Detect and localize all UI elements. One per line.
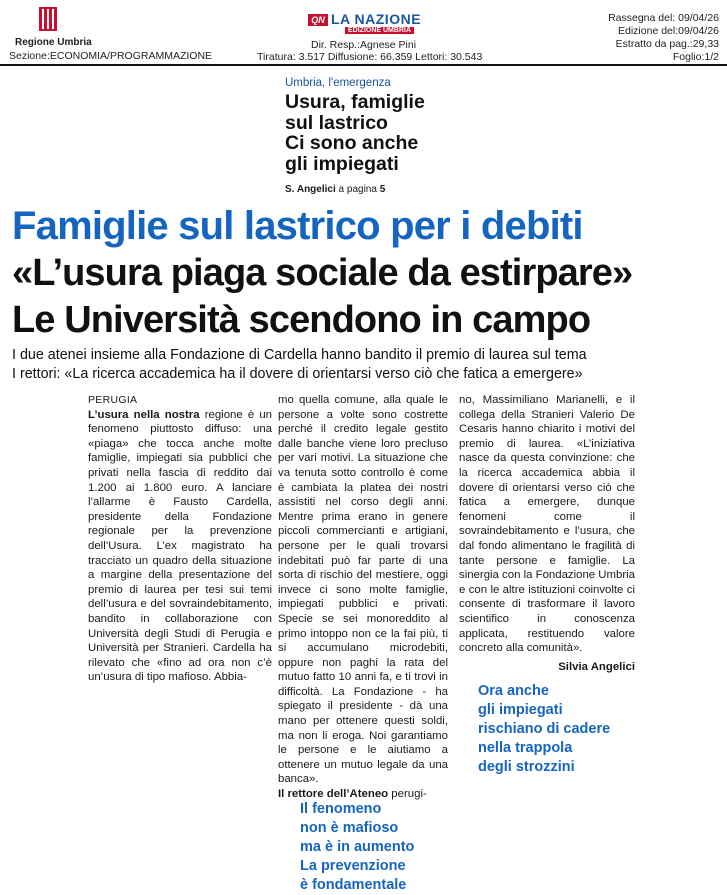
qn-logo: QN	[308, 14, 328, 26]
pull-quote-line: Ora anche	[478, 683, 549, 699]
pull-quote-line: ma è in aumento	[300, 839, 415, 855]
article-column-3	[459, 393, 635, 674]
teaser-page-text: a pagina	[335, 184, 380, 195]
teaser-title	[285, 92, 545, 174]
subheadline-line: I due atenei insieme alla Fondazione di Cardella hanno bandito il premio di laurea sul tema	[12, 347, 587, 363]
clipping-info	[608, 12, 719, 64]
pull-quote-line: degli strozzini	[478, 759, 575, 775]
region-name: Regione Umbria	[15, 37, 92, 48]
excerpt-pages: Estratto da pag.:29,33	[615, 38, 719, 50]
article-column-1	[88, 393, 272, 685]
sheet-number: Foglio:1/2	[672, 51, 719, 63]
article-column-2	[278, 393, 448, 802]
article-text: regione è un fenomeno piuttosto diffuso: una «piaga» che tocca anche molte famiglie, impiegati sia pubblici che privati nella fascia di reddito dai 1.200 ai 1.800 euro. A lanciare l’allarme è Fausto Cardella, presidente della Fondazione regionale per la prevenzione dell’Usura. L’ex magistrato ha tracciato un quadro della situazione a margine della presentazione del premio di laurea per tesi sui temi dell’usura e del sovraindebitamento, bandito in collaborazione con Università degli Studi di Perugia e Università per Stranieri. Cardella ha rilevato che «fino ad ora non c’è un’usura di tipo mafioso. Abbia-	[88, 408, 272, 684]
regione-umbria-logo	[38, 6, 58, 32]
pull-quote-line: La prevenzione	[300, 858, 406, 874]
headline-main: «L’usura piaga sociale da estirpare»	[12, 252, 633, 294]
header-divider	[0, 64, 727, 66]
teaser-author: S. Angelici	[285, 184, 336, 195]
pull-quote-line: non è mafioso	[300, 820, 399, 836]
pull-quote-mafioso	[300, 800, 460, 895]
section-label: Sezione:ECONOMIA/PROGRAMMAZIONE	[9, 50, 213, 62]
article-paragraph-lead: Il rettore dell’Ateneo	[278, 788, 389, 801]
pull-quote-line: rischiano di cadere	[478, 721, 611, 737]
pull-quote-line: nella trappola	[478, 740, 573, 756]
dateline: PERUGIA	[88, 394, 138, 406]
pull-quote-impiegati	[478, 682, 638, 777]
teaser-title-line: sul lastrico	[285, 111, 388, 134]
newspaper-logo: LA NAZIONE	[331, 11, 422, 27]
headline-kicker: Famiglie sul lastrico per i debiti	[12, 204, 583, 248]
pull-quote-line: è fondamentale	[300, 877, 407, 893]
article-text: perugi-	[388, 788, 427, 801]
teaser-title-line: gli impiegati	[285, 152, 399, 175]
teaser-page-number: 5	[379, 184, 386, 195]
teaser-kicker: Umbria, l'emergenza	[285, 77, 391, 89]
edition-date: Edizione del:09/04/26	[618, 25, 719, 37]
author-signature: Silvia Angelici	[558, 660, 635, 673]
article-text: no, Massimiliano Marianelli, e il collega della Stranieri Valerio De Cesaris hanno chiarito i motivi del premio di laurea. «L’iniziativa nasce da questa convinzione: che la ricerca accademica abbia il dovere di orientarsi verso ciò che fatica a emergere, dunque fenomeni come il sovraindebitamento e l’usura, che dal fondo alimentano le fragilità di tante persone e famiglie. La sinergia con la Fondazione Umbria e con le altre istituzioni coinvolte ci consente di trasformare il lavoro scientifico in conoscenza applicata, restituendo valore concreto alla comunità».	[459, 394, 636, 655]
subheadline-line: I rettori: «La ricerca accademica ha il dovere di orientarsi verso ciò che fatica a emergere»	[12, 366, 583, 382]
article-text: mo quella comune, alla quale le persone a volte sono costrette perché il credito legale gestito dalle banche viene loro precluso per vari motivi. La situazione che va tenuta sotto controllo è come è cambiata la platea dei nostri assistiti nel corso degli anni. Mentre prima erano in genere piccoli commercianti e artigiani, persone per le quali trovarsi indebitati può far parte di una sorta di rischio del mestiere, oggi invece ci sono molte famiglie, impiegati pubblici e privati. Specie se sei monoreddito al primo intoppo non ce la fai più, ti si accumulano microdebiti, oppure non paghi la rata del mutuo fatto 10 anni fa, e ti trovi in difficoltà. La Fondazione - ha spiegato il presidente - dà una mano per ottenere questi soldi, ma non li eroga. Noi garantiamo le persone e le aiutiamo a ottenere un mutuo legale da una banca».	[278, 394, 448, 786]
circulation-line: Tiratura: 3.517 Diffusione: 66.359 Lettori: 30.543	[257, 51, 483, 63]
director-line: Dir. Resp.:Agnese Pini	[311, 39, 417, 51]
rassegna-date: Rassegna del: 09/04/26	[608, 12, 719, 24]
article-lead: L’usura nella nostra	[88, 408, 200, 421]
pull-quote-line: Il fenomeno	[300, 801, 382, 817]
teaser-title-line: Usura, famiglie	[285, 91, 425, 113]
teaser-title-line: Ci sono anche	[285, 132, 419, 154]
headline-secondary: Le Università scendono in campo	[12, 299, 591, 341]
teaser-byline	[285, 184, 385, 195]
edition-badge: EDIZIONE UMBRIA	[345, 27, 414, 34]
pull-quote-line: gli impiegati	[478, 702, 563, 718]
